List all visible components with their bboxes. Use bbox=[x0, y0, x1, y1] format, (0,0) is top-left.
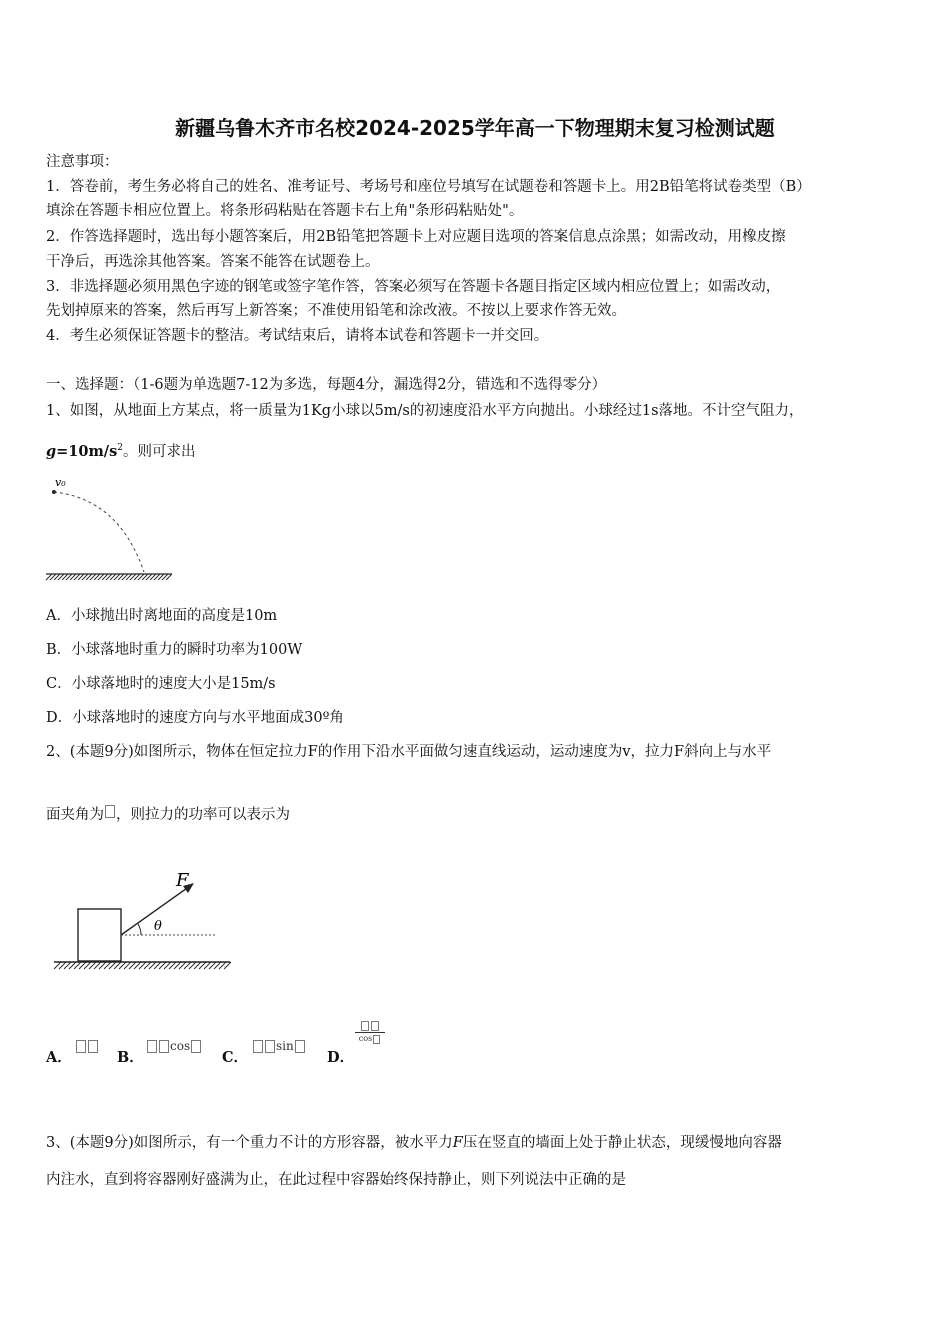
q1-stem-tail: 。则可求出 bbox=[123, 443, 196, 460]
q1-option-d[interactable]: D．小球落地时的速度方向与水平地面成30º角 bbox=[46, 710, 344, 726]
q2-option-c-expr: sin bbox=[252, 1039, 306, 1053]
q2-option-b[interactable] bbox=[117, 1046, 144, 1067]
q3-stem-line2: 内注水，直到将容器刚好盛满为止，在此过程中容器始终保持静止，则下列说法中正确的是 bbox=[46, 1172, 626, 1188]
q2-option-c-label: C． bbox=[222, 1049, 249, 1066]
q2-option-d-label: D． bbox=[327, 1049, 355, 1066]
q2-angle-label: θ bbox=[154, 919, 162, 934]
q2-stem-line1: 2、(本题9分)如图所示，物体在恒定拉力F的作用下沿水平面做匀速直线运动，运动速度为v，拉力F斜向上与水平 bbox=[46, 744, 772, 760]
q2-force-label: F bbox=[176, 870, 189, 891]
notice-line-1a: 1．答卷前，考生务必将自己的姓名、准考证号、考场号和座位号填写在试题卷和答题卡上。用2B铅笔将试卷类型（B） bbox=[46, 179, 811, 195]
q2-option-c[interactable] bbox=[222, 1046, 248, 1067]
notice-line-3b: 先划掉原来的答案，然后再写上新答案；不准使用铅笔和涂改液。不按以上要求作答无效。 bbox=[46, 303, 626, 319]
q2-option-d[interactable] bbox=[327, 1046, 354, 1067]
q2-option-d-fraction: cos bbox=[355, 1019, 385, 1045]
notice-heading: 注意事项： bbox=[46, 154, 119, 170]
q2-angle-symbol bbox=[105, 805, 115, 818]
q2-force-figure bbox=[52, 864, 234, 974]
q1-g-exponent: 2 bbox=[117, 443, 124, 453]
q1-figure-v0-label: v₀ bbox=[55, 476, 66, 489]
q1-ground-hatching bbox=[46, 574, 172, 580]
q2-block bbox=[78, 909, 121, 961]
q2-option-b-label: B． bbox=[117, 1049, 144, 1066]
q2-stem-part1: 面夹角为 bbox=[46, 807, 104, 823]
q1-trajectory bbox=[54, 492, 144, 572]
q1-stem-line2 bbox=[46, 438, 196, 462]
q3-stem-line1: 3、(本题9分)如图所示，有一个重力不计的方形容器，被水平力F压在竖直的墙面上处于静止状态，现缓慢地向容器 bbox=[46, 1135, 782, 1151]
q2-angle-arc bbox=[138, 924, 141, 935]
q2-option-b-expr: cos bbox=[146, 1039, 202, 1053]
q1-option-c[interactable]: C．小球落地时的速度大小是15m/s bbox=[46, 676, 276, 692]
q2-option-a-expr bbox=[75, 1039, 99, 1053]
notice-line-4: 4．考生必须保证答题卡的整洁。考试结束后，请将本试卷和答题卡一并交回。 bbox=[46, 328, 549, 344]
notice-line-2b: 干净后，再选涂其他答案。答案不能答在试题卷上。 bbox=[46, 254, 380, 270]
notice-line-3a: 3．非选择题必须用黑色字迹的钢笔或签字笔作答，答案必须写在答题卡各题目指定区域内相应位置上；如需改动， bbox=[46, 279, 781, 295]
q2-stem-part2: ，则拉力的功率可以表示为 bbox=[116, 807, 290, 823]
notice-line-1b: 填涂在答题卡相应位置上。将条形码粘贴在答题卡右上角"条形码粘贴处"。 bbox=[46, 203, 524, 219]
q1-option-b[interactable]: B．小球落地时重力的瞬时功率为100W bbox=[46, 642, 303, 658]
q2-ground-hatching bbox=[54, 962, 231, 969]
q1-g-symbol: g bbox=[46, 442, 57, 460]
q1-g-value: =10m/s bbox=[56, 442, 118, 460]
q2-option-a[interactable] bbox=[46, 1046, 72, 1067]
q1-stem-line1: 1、如图，从地面上方某点，将一质量为1Kg小球以5m/s的初速度沿水平方向抛出。小球经过1s落地。不计空气阻力， bbox=[46, 403, 804, 419]
q1-projectile-figure bbox=[44, 474, 176, 584]
section-heading: 一、选择题：（1-6题为单选题7-12为多选，每题4分，漏选得2分，错选和不选得零分） bbox=[46, 377, 607, 393]
notice-line-2a: 2．作答选择题时，选出每小题答案后，用2B铅笔把答题卡上对应题目选项的答案信息点涂黑；如需改动，用橡皮擦 bbox=[46, 229, 786, 245]
q2-option-a-label: A． bbox=[46, 1049, 72, 1066]
q1-option-a[interactable]: A．小球抛出时离地面的高度是10m bbox=[46, 608, 278, 624]
q3-force-symbol: F bbox=[452, 1135, 463, 1151]
page-title: 新疆乌鲁木齐市名校2024-2025学年高一下物理期末复习检测试题 bbox=[175, 116, 775, 140]
q2-stem-line2 bbox=[46, 805, 290, 825]
